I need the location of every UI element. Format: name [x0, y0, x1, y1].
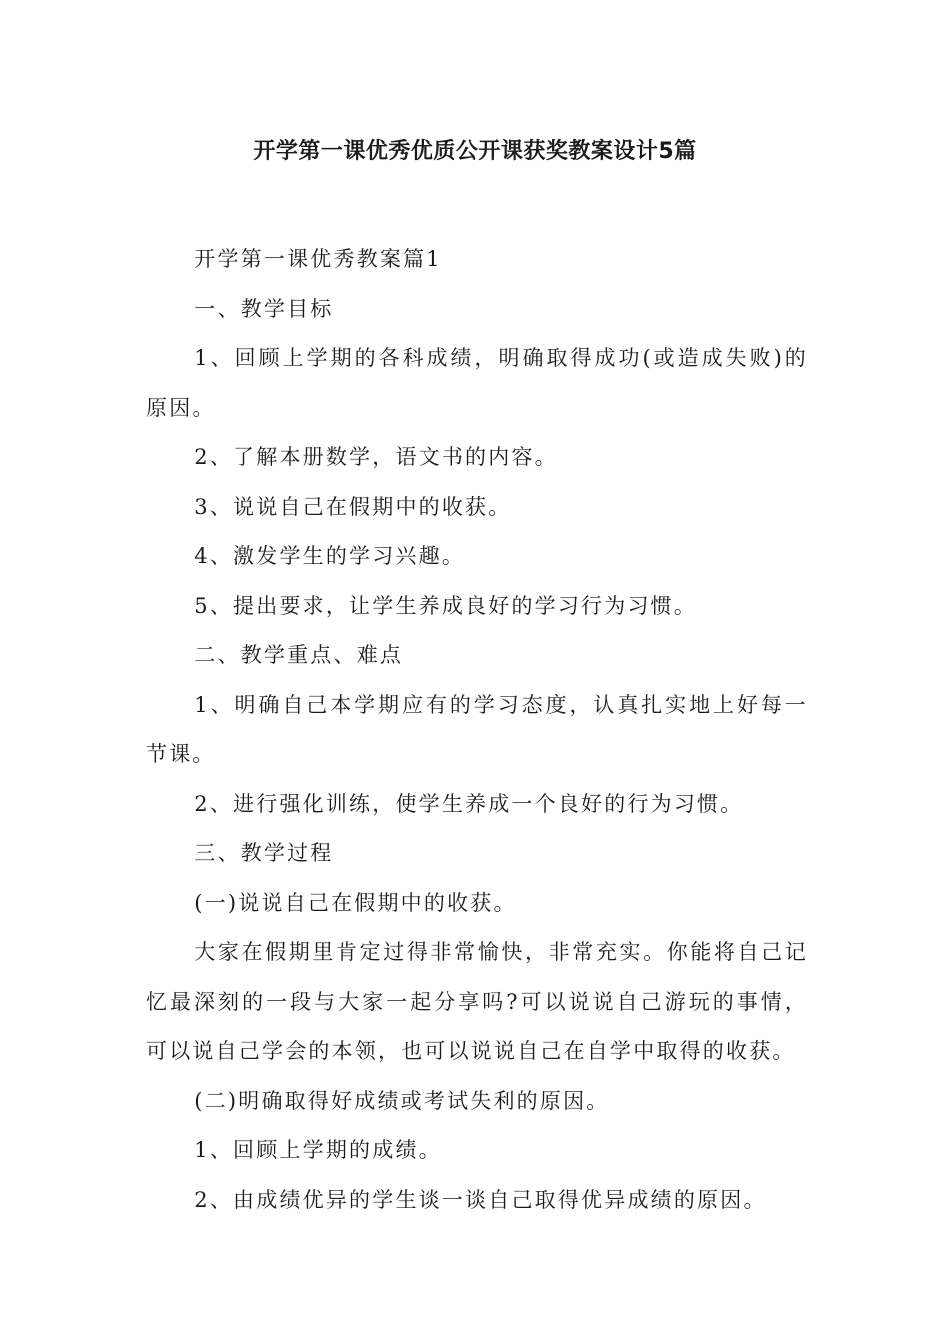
- subsection-heading: 一、教学目标: [194, 296, 334, 321]
- list-item: 2、了解本册数学，语文书的内容。: [194, 445, 558, 469]
- document-title: 开学第一课优秀优质公开课获奖教案设计5篇: [253, 139, 697, 164]
- list-item: 4、激发学生的学习兴趣。: [194, 544, 466, 568]
- subsection-heading: 二、教学重点、难点: [194, 643, 404, 667]
- step-heading: (一)说说自己在假期中的收获。: [194, 890, 517, 915]
- list-item: 2、进行强化训练，使学生养成一个良好的行为习惯。: [194, 791, 744, 816]
- document-body: [146, 235, 808, 1225]
- list-item: 1、回顾上学期的成绩。: [194, 1138, 442, 1162]
- body-paragraph: 大家在假期里肯定过得非常愉快，非常充实。你能将自己记忆最深刻的一段与大家一起分享吗?可以说说自己游玩的事情，可以说自己学会的本领，也可以说说自己在自学中取得的收获。: [146, 940, 808, 1063]
- section-heading: 开学第一课优秀教案篇1: [194, 247, 442, 271]
- step-heading: (二)明确取得好成绩或考试失利的原因。: [194, 1088, 610, 1113]
- list-item: 5、提出要求，让学生养成良好的学习行为习惯。: [194, 593, 698, 618]
- list-item: 3、说说自己在假期中的收获。: [194, 494, 512, 519]
- list-item: 1、明确自己本学期应有的学习态度，认真扎实地上好每一节课。: [146, 692, 808, 766]
- list-item: 1、回顾上学期的各科成绩，明确取得成功(或造成失败)的原因。: [146, 346, 808, 420]
- list-item: 2、由成绩优异的学生谈一谈自己取得优异成绩的原因。: [194, 1187, 767, 1212]
- subsection-heading: 三、教学过程: [194, 841, 334, 865]
